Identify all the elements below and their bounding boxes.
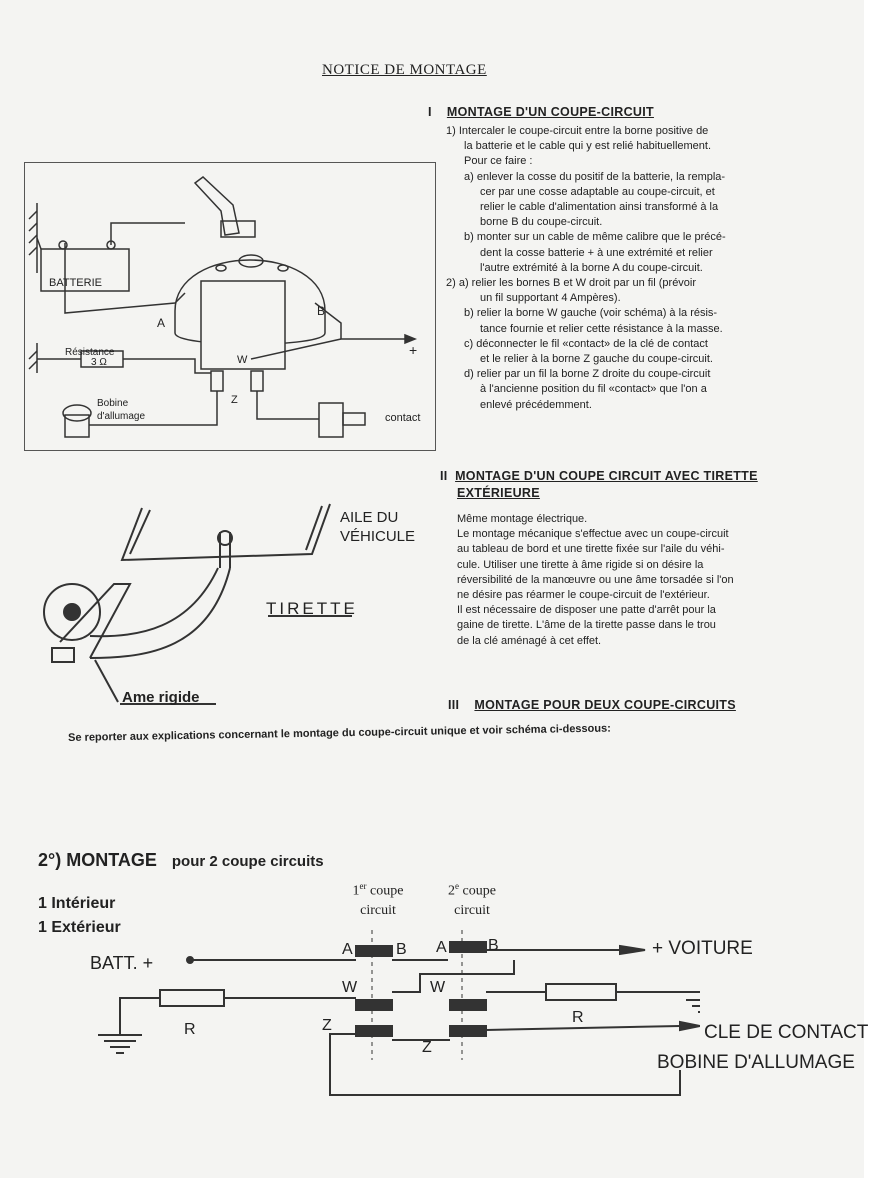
- contact-label: contact: [385, 412, 421, 424]
- text-line: gaine de tirette. L'âme de la tirette passe dans le trou: [457, 619, 716, 632]
- switch-2-sup: e: [455, 881, 460, 891]
- text-line: 2) a) relier les bornes B et W droit par un fil (prévoir: [446, 277, 697, 290]
- switch-2-contact-ab: [450, 942, 486, 952]
- text-line: et le relier à la borne Z gauche du coupe-circuit.: [480, 353, 713, 366]
- switch-2-word-b: circuit: [454, 902, 490, 918]
- section-1-heading: [428, 105, 654, 119]
- ignition-key-label: CLE DE CONTACT: [704, 1022, 869, 1043]
- pull-cable-diagram: [30, 488, 430, 718]
- text-line: Même montage électrique.: [457, 513, 588, 525]
- section-3-numeral: III: [448, 698, 460, 712]
- text-line: Il est nécessaire de disposer une patte d'arrêt pour la: [457, 604, 716, 617]
- text-line: b) relier la borne W gauche (voir schéma) à la résis-: [464, 307, 718, 320]
- switch-1-word-b: circuit: [360, 902, 396, 918]
- text-line: enlevé précédemment.: [480, 398, 592, 411]
- fender-label-2: VÉHICULE: [340, 528, 416, 545]
- terminal-b-label: B: [317, 304, 326, 318]
- switch-1-contact-z: [356, 1026, 392, 1036]
- switch-1-number: 1: [352, 883, 360, 899]
- section-2-heading: [440, 468, 758, 502]
- switch-1-a: A: [342, 941, 353, 958]
- section-3-heading: [448, 698, 736, 712]
- battery-label: BATTERIE: [49, 277, 102, 289]
- text-line: borne B du coupe-circuit.: [480, 216, 603, 229]
- switch-1-contact-w: [356, 1000, 392, 1010]
- page-title: NOTICE DE MONTAGE: [322, 62, 487, 78]
- text-line: un fil supportant 4 Ampères).: [480, 292, 621, 305]
- text-line: dent la cosse batterie + à une extrémité et relier: [480, 246, 713, 259]
- page-right-margin: [864, 0, 882, 1178]
- text-line: ne désire pas réarmer le coupe-circuit de l'extérieur.: [457, 589, 710, 602]
- text-line: c) déconnecter le fil «contact» de la clé de contact: [464, 337, 708, 350]
- switch-2-a: A: [436, 939, 447, 956]
- switch-1-label: [338, 877, 418, 920]
- text-line: Pour ce faire :: [464, 155, 533, 168]
- wire-plus: [315, 303, 405, 339]
- resistor-1-label: R: [184, 1021, 196, 1038]
- text-line: réversibilité de la manœuvre ou une âme torsadée si l'on: [457, 573, 734, 586]
- rigid-core-label: Ame rigide: [122, 689, 200, 706]
- exterior-label: 1 Extérieur: [38, 919, 121, 936]
- text-line: la batterie et le cable qui y est relié habituellement.: [464, 140, 712, 153]
- terminal-w-label: W: [237, 354, 248, 366]
- switch-handle: [195, 177, 239, 235]
- resistor-2-label: R: [572, 1009, 584, 1026]
- text-line: d) relier par un fil la borne Z droite du coupe-circuit: [464, 368, 711, 381]
- section-3-title: MONTAGE POUR DEUX COUPE-CIRCUITS: [474, 698, 736, 712]
- text-line: Le montage mécanique s'effectue avec un coupe-circuit: [457, 528, 729, 541]
- switch-1-z: Z: [322, 1017, 332, 1034]
- contact-switch: [319, 403, 343, 437]
- battery-plus-label: BATT. +: [90, 953, 154, 973]
- switch-2-contact-w: [450, 1000, 486, 1010]
- text-line: de la clé aménagé à cet effet.: [457, 634, 602, 647]
- wiring-diagram-single: [24, 162, 436, 451]
- text-line: tance fournie et relier cette résistance à la masse.: [480, 322, 723, 335]
- switch-2-contact-z: [450, 1026, 486, 1036]
- section-1-body: [446, 124, 726, 413]
- switch-2-b: B: [488, 937, 499, 954]
- text-line: cule. Utiliser une tirette à âme rigide si on désire la: [457, 558, 704, 571]
- diagram-3-heading: [38, 850, 324, 871]
- text-line: b) monter sur un cable de même calibre que le précé-: [464, 231, 726, 244]
- section-2-title-1: MONTAGE D'UN COUPE CIRCUIT AVEC TIRETTE: [455, 469, 758, 483]
- switch-2-word-a: coupe: [462, 883, 496, 899]
- fender-label-1: AILE DU: [340, 509, 399, 526]
- switch-2-label: [432, 877, 512, 920]
- section-3-text: Se reporter aux explications concernant le montage du coupe-circuit unique et voir schéma ci-dessous:: [68, 722, 611, 744]
- double-switch-diagram: [80, 930, 700, 1105]
- section-2-body: [457, 512, 734, 649]
- text-line: à l'ancienne position du fil «contact» que l'on a: [480, 383, 707, 396]
- section-2-title-2: EXTÉRIEURE: [457, 486, 540, 500]
- switch-2-number: 2: [448, 883, 456, 899]
- diagram-3-heading-a: 2°) MONTAGE: [38, 850, 157, 870]
- text-line: 1) Intercaler le coupe-circuit entre la borne positive de: [446, 125, 709, 137]
- switch-2-z: Z: [422, 1039, 432, 1056]
- switch-1-word-a: coupe: [370, 883, 404, 899]
- vehicle-plus-label: + VOITURE: [652, 938, 753, 959]
- switch-1-b: B: [396, 941, 407, 958]
- switch-2-w: W: [430, 979, 446, 996]
- section-2-numeral: II: [440, 469, 448, 483]
- key-wire: [486, 1026, 680, 1030]
- text-line: au tableau de bord et une tirette fixée sur l'aile du véhi-: [457, 543, 725, 556]
- text-line: relier le cable d'alimentation ainsi transformé à la: [480, 201, 719, 214]
- resistor-1: [160, 990, 224, 1006]
- resistance-label: Résistance: [65, 347, 115, 358]
- ignition-coil: [65, 415, 89, 437]
- text-line: a) enlever la cosse du positif de la batterie, la rempla-: [464, 170, 726, 183]
- section-1-numeral: I: [428, 105, 432, 119]
- coil-wire: [330, 1034, 680, 1095]
- resistor-2: [546, 984, 616, 1000]
- wiring-diagram-svg: [25, 163, 435, 450]
- ignition-coil-label: BOBINE D'ALLUMAGE: [657, 1052, 855, 1073]
- switch-1-contact-ab: [356, 946, 392, 956]
- diagram-3-heading-b: pour 2 coupe circuits: [171, 853, 324, 870]
- ohms-label: 3 Ω: [91, 357, 107, 368]
- plus-label: +: [409, 342, 418, 358]
- switch-1-w: W: [342, 979, 358, 996]
- coil-label: Bobine: [97, 398, 129, 409]
- section-1-title: MONTAGE D'UN COUPE-CIRCUIT: [446, 105, 654, 119]
- interior-label: 1 Intérieur: [38, 895, 116, 912]
- terminal-z-label: Z: [231, 394, 238, 406]
- coil-label-2: d'allumage: [97, 411, 146, 422]
- terminal-a-label: A: [157, 316, 166, 330]
- text-line: cer par une cosse adaptable au coupe-circuit, et: [480, 185, 715, 198]
- switch-1-sup: er: [359, 881, 367, 891]
- tirette-label: TIRETTE: [266, 599, 358, 618]
- text-line: l'autre extrémité à la borne A du coupe-circuit.: [480, 261, 703, 274]
